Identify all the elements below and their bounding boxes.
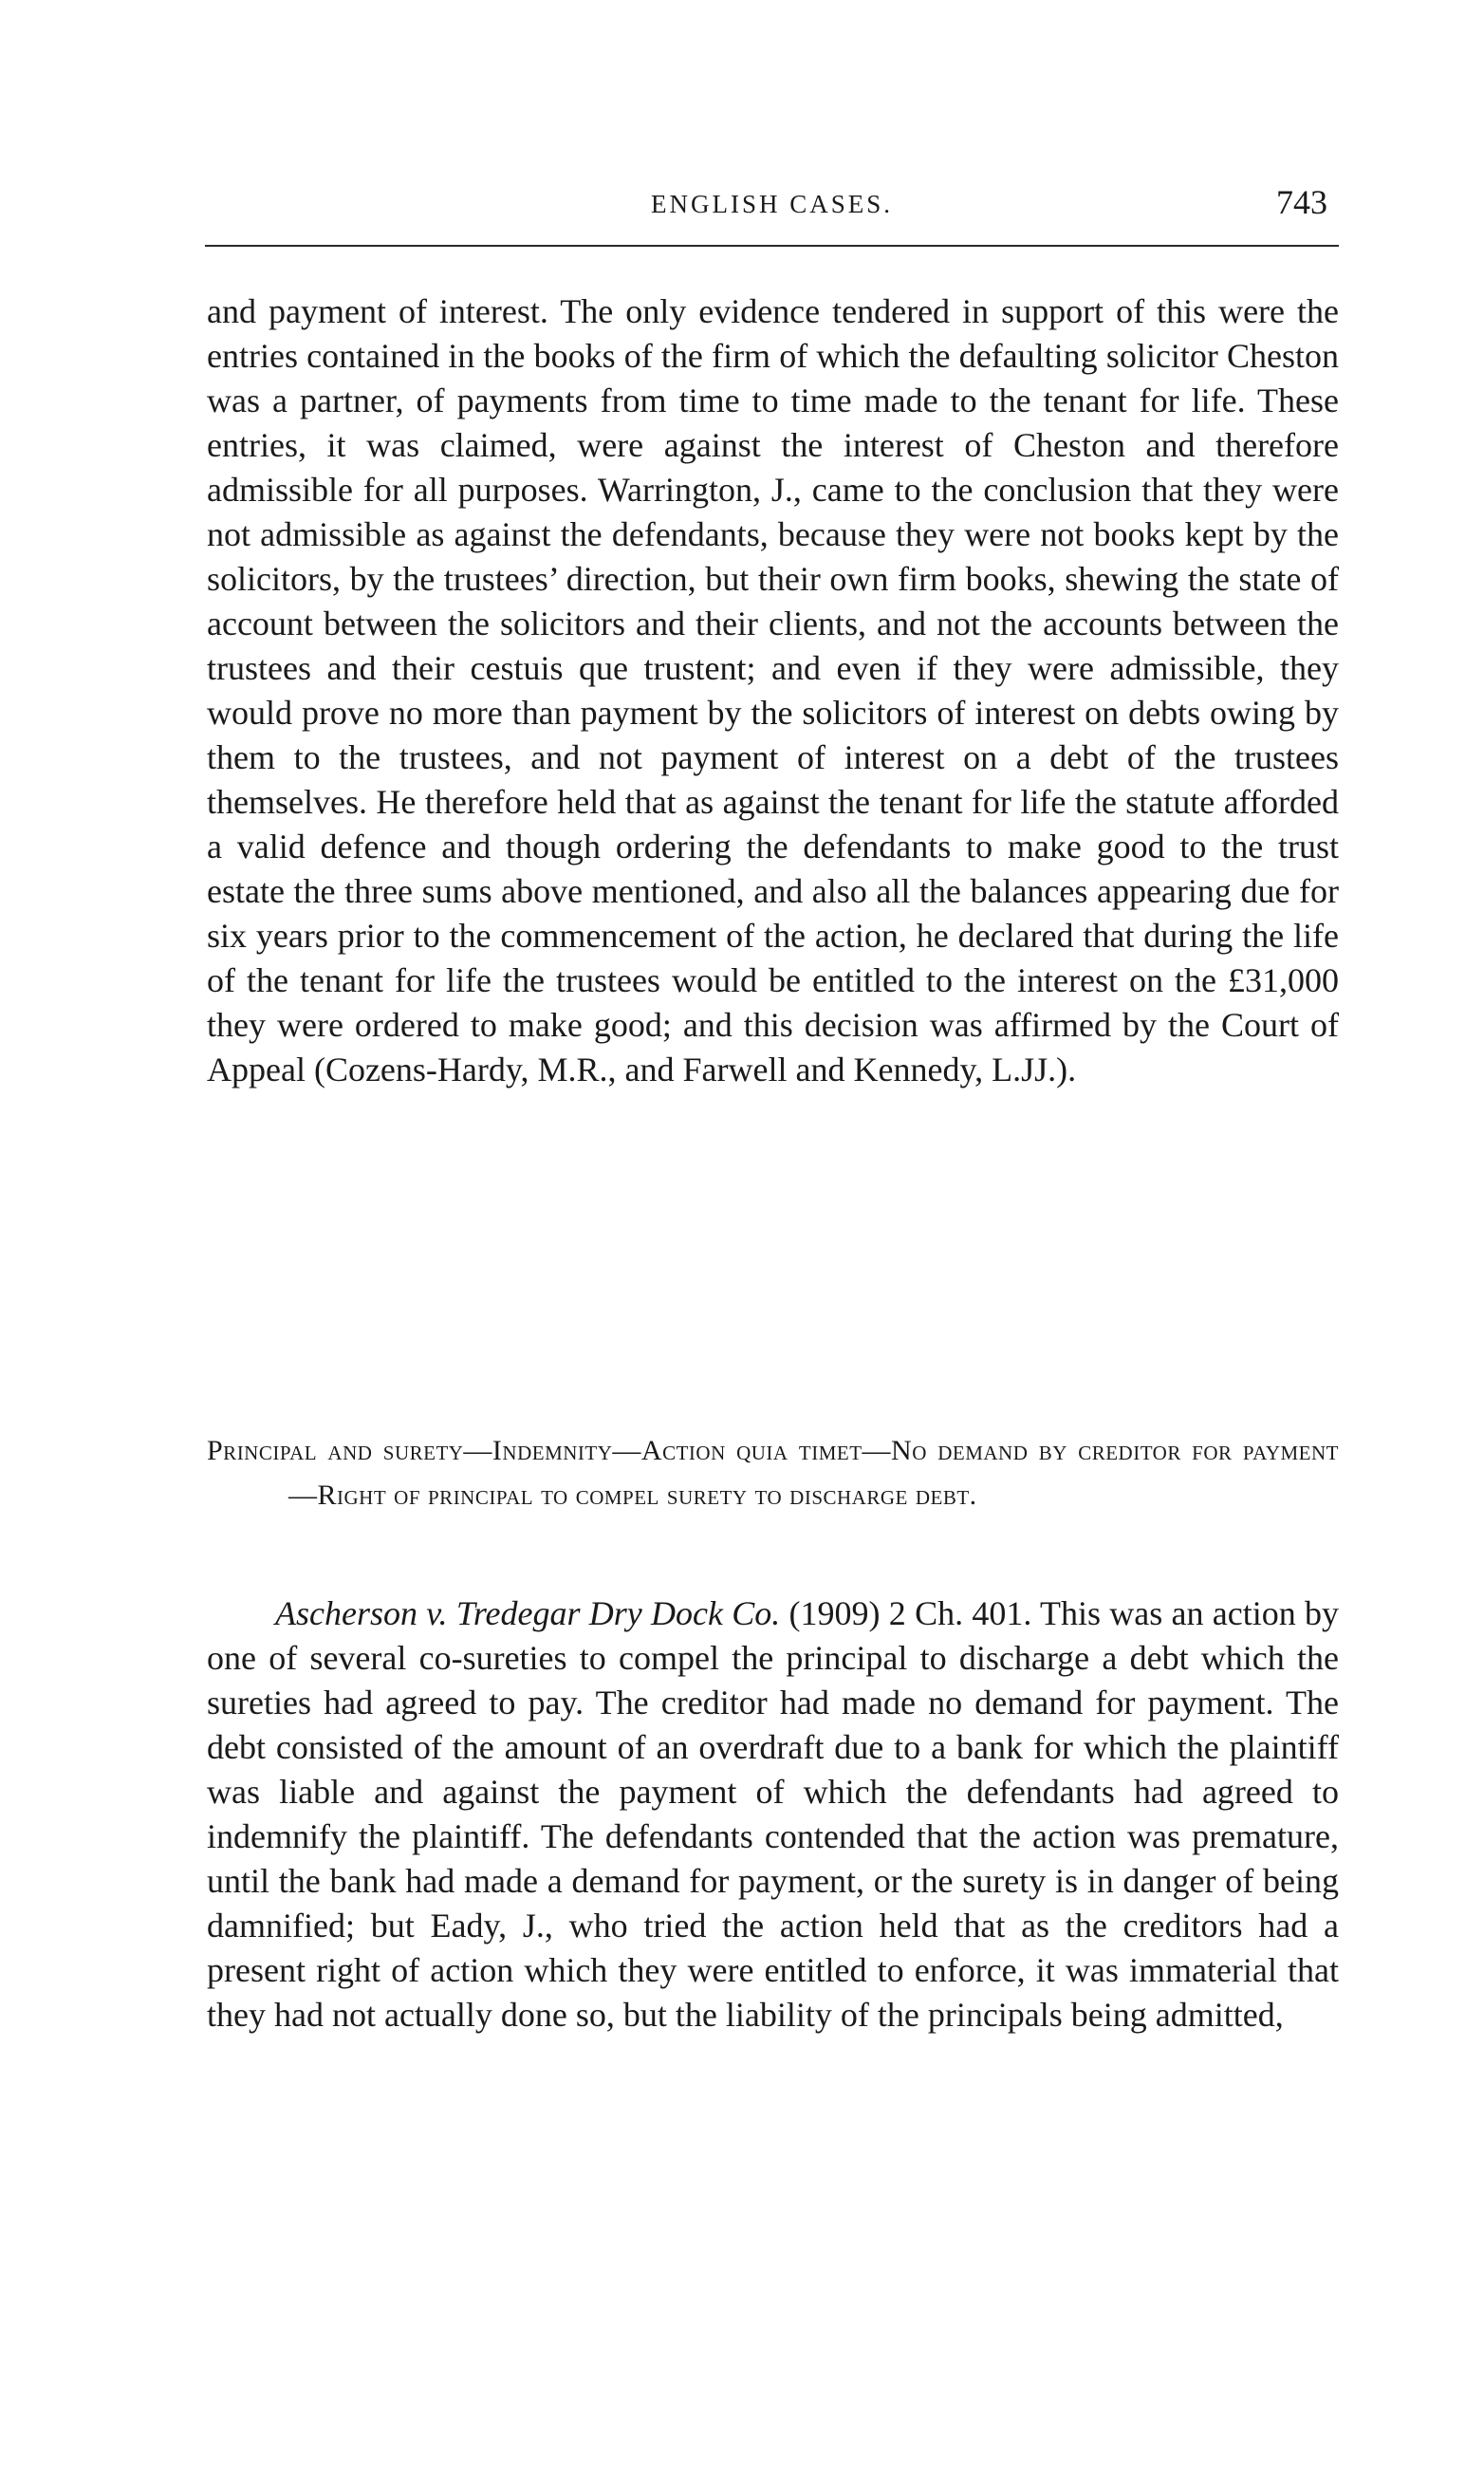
header-rule — [205, 245, 1339, 247]
paragraph-1: and payment of interest. The only evidence tendered in support of this were the entries contained in the books of the firm of which the defaulting solicitor Cheston was a partner, of payments from time to time made to the tenant for life. These entries, it was claimed, were against the interest of Cheston and therefore admissible for all purposes. Warrington, J., came to the conclusion that they were not admissible as against the defendants, because they were not books kept by the solicitors, by the trustees’ direction, but their own firm books, shewing the state of account between the solicitors and their clients, and not the accounts between the trustees and their cestuis que trustent; and even if they were admissible, they would prove no more than payment by the solicitors of interest on debts owing by them to the trustees, and not payment of interest on a debt of the trustees themselves. He therefore held that as against the tenant for life the statute afforded a valid defence and though ordering the defendants to make good to the trust estate the three sums above mentioned, and also all the balances appearing due for six years prior to the commencement of the action, he declared that during the life of the tenant for life the trustees would be entitled to the interest on the £31,000 they were ordered to make good; and this decision was affirmed by the Court of Appeal (Cozens-Hardy, M.R., and Farwell and Kennedy, L.JJ.). — [207, 292, 1339, 1089]
case-name: Ascherson v. Tredegar Dry Dock Co. — [275, 1594, 781, 1632]
running-head — [205, 182, 1339, 230]
section-heading-text: Principal and surety—Indemnity—Action quia timet—No demand by creditor for payment—Right of principal to compel surety to discharge debt. — [207, 1435, 1339, 1511]
paragraph-2 — [207, 1591, 1339, 2038]
body-column-bottom — [207, 1591, 1339, 2038]
body-column-top — [207, 289, 1339, 1092]
running-title: ENGLISH CASES. — [650, 190, 894, 218]
page-number: 743 — [1276, 183, 1327, 221]
case-text: (1909) 2 Ch. 401. This was an action by one of several co-sureties to compel the principal to discharge a debt which the sureties had agreed to pay. The creditor had made no demand for payment. The debt consisted of the amount of an overdraft due to a bank for which the plaintiff was liable and against the payment of which the defendants had agreed to indemnify the plaintiff. The defendants contended that the action was premature, until the bank had made a demand for payment, or the surety is in danger of being damnified; but Eady, J., who tried the action held that as the creditors had a present right of action which they were entitled to enforce, it was immaterial that they had not actually done so, but the liability of the principals being admitted, — [207, 1594, 1339, 2034]
section-heading — [207, 1428, 1339, 1517]
